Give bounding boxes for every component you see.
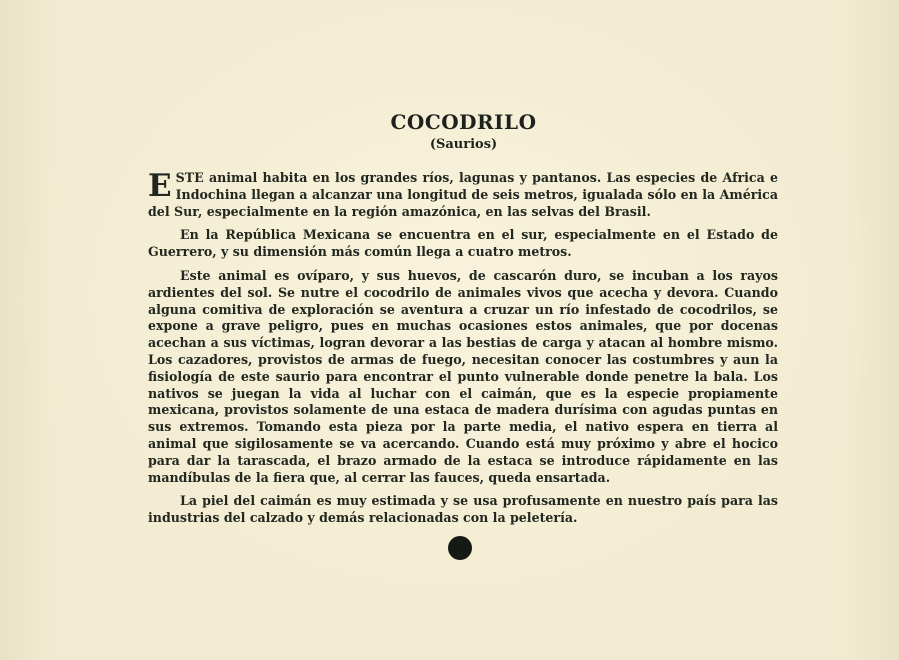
paragraph-1-text: STE animal habita en los grandes ríos, lagunas y pantanos. Las especies de Africa e Indochina llegan a alcanzar una longitud de seis metros, igualada sólo en la América del Sur, especialmente en la región amazónica, en las selvas del Brasil.: [148, 170, 778, 219]
paragraph-1: [148, 170, 778, 220]
page-subtitle: (Saurios): [429, 137, 498, 152]
paragraph-3: Este animal es ovíparo, y sus huevos, de cascarón duro, se incuban a los rayos ardientes del sol. Se nutre el cocodrilo de animales vivos que acecha y devora. Cuando alguna comitiva de exploración se aventura a cruzar un río infestado de cocodrilos, se expone a grave peligro, pues en muchas ocasiones estos animales, que por docenas acechan a sus víctimas, logran devorar a las bestias de carga y atacan al hombre mismo. Los cazadores, provistos de armas de fuego, necesitan conocer las costumbres y aun la fisiología de este saurio para encontrar el punto vulnerable donde penetre la bala. Los nativos se juegan la vida al luchar con el caimán, que es la especie propiamente mexicana, provistos solamente de una estaca de madera durísima con agudas puntas en sus extremos. Tomando esta pieza por la parte media, el nativo espera en tierra al animal que sigilosamente se va acercando. Cuando está muy próximo y abre el hocico para dar la tarascada, el brazo armado de la estaca se introduce rápidamente en las mandíbulas de la fiera que, al cerrar las fauces, queda ensartada.: [148, 267, 778, 485]
article-body: [148, 170, 778, 534]
paragraph-2: En la República Mexicana se encuentra en el sur, especialmente en el Estado de Guerrero, y su dimensión más común llega a cuatro metros.: [148, 227, 778, 260]
page-title: COCODRILO: [390, 110, 537, 134]
drop-cap: E: [148, 168, 172, 204]
paragraph-4: La piel del caimán es muy estimada y se usa profusamente en nuestro país para las industrias del calzado y demás relacionadas con la peletería.: [148, 493, 778, 526]
end-ornament-dot: [448, 536, 472, 560]
